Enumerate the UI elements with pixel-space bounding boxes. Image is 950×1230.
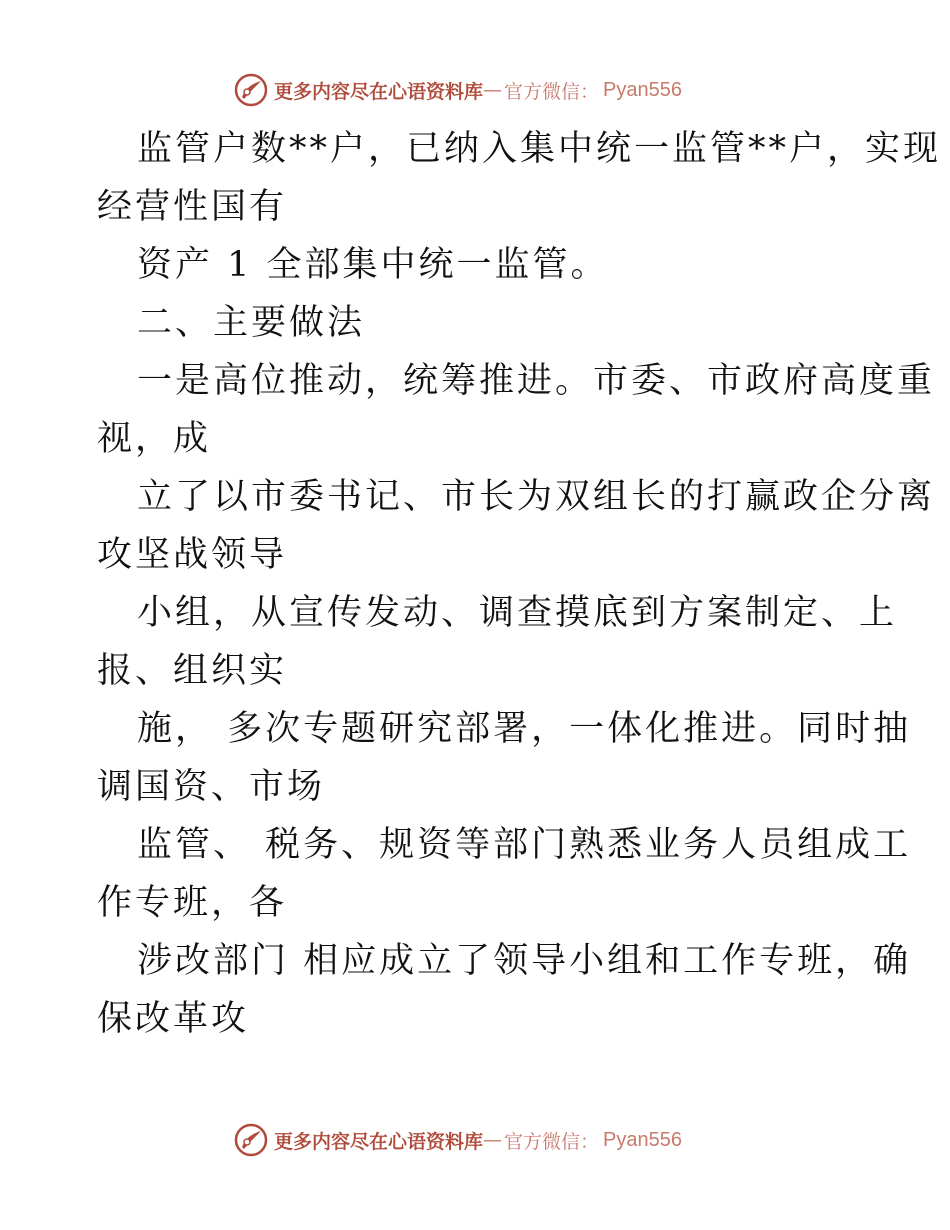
watermark-dash: — bbox=[483, 1129, 503, 1151]
text-line: 监管、 税务、规资等部门熟悉业务人员组成工 bbox=[137, 825, 912, 865]
watermark-label: 官方微信： bbox=[504, 80, 600, 103]
text-line: 视，成 bbox=[97, 419, 212, 459]
document-body bbox=[97, 120, 942, 1048]
brand-logo-icon bbox=[234, 73, 268, 107]
watermark-brand: 更多内容尽在心语资料库 bbox=[274, 1130, 484, 1153]
text-line: 一是高位推动，统筹推进。市委、市政府高度重 bbox=[137, 361, 936, 401]
text-line: 资产 1 全部集中统一监管。 bbox=[137, 245, 609, 285]
watermark-dash: — bbox=[483, 79, 503, 101]
section-heading: 二、主要做法 bbox=[137, 303, 366, 343]
text-line: 监管户数**户，已纳入集中统一监管**户，实现 bbox=[137, 129, 942, 169]
watermark-header bbox=[234, 72, 682, 108]
text-line: 立了以市委书记、市长为双组长的打赢政企分离 bbox=[137, 477, 936, 517]
text-line: 施， 多次专题研究部署，一体化推进。同时抽 bbox=[137, 709, 912, 749]
watermark-brand: 更多内容尽在心语资料库 bbox=[274, 80, 484, 103]
text-line: 报、组织实 bbox=[97, 651, 288, 691]
text-line: 涉改部门 相应成立了领导小组和工作专班，确 bbox=[137, 941, 912, 981]
watermark-footer bbox=[234, 1122, 682, 1158]
brand-logo-icon bbox=[234, 1123, 268, 1157]
watermark-label: 官方微信： bbox=[504, 1130, 600, 1153]
text-line: 小组，从宣传发动、调查摸底到方案制定、上 bbox=[137, 593, 898, 633]
watermark-id: Pyan556 bbox=[603, 1128, 682, 1151]
watermark-id: Pyan556 bbox=[603, 78, 682, 101]
text-line: 作专班，各 bbox=[97, 883, 288, 923]
text-line: 保改革攻 bbox=[97, 999, 250, 1039]
text-line: 攻坚战领导 bbox=[97, 535, 288, 575]
text-line: 调国资、市场 bbox=[97, 767, 326, 807]
text-line: 经营性国有 bbox=[97, 187, 288, 227]
